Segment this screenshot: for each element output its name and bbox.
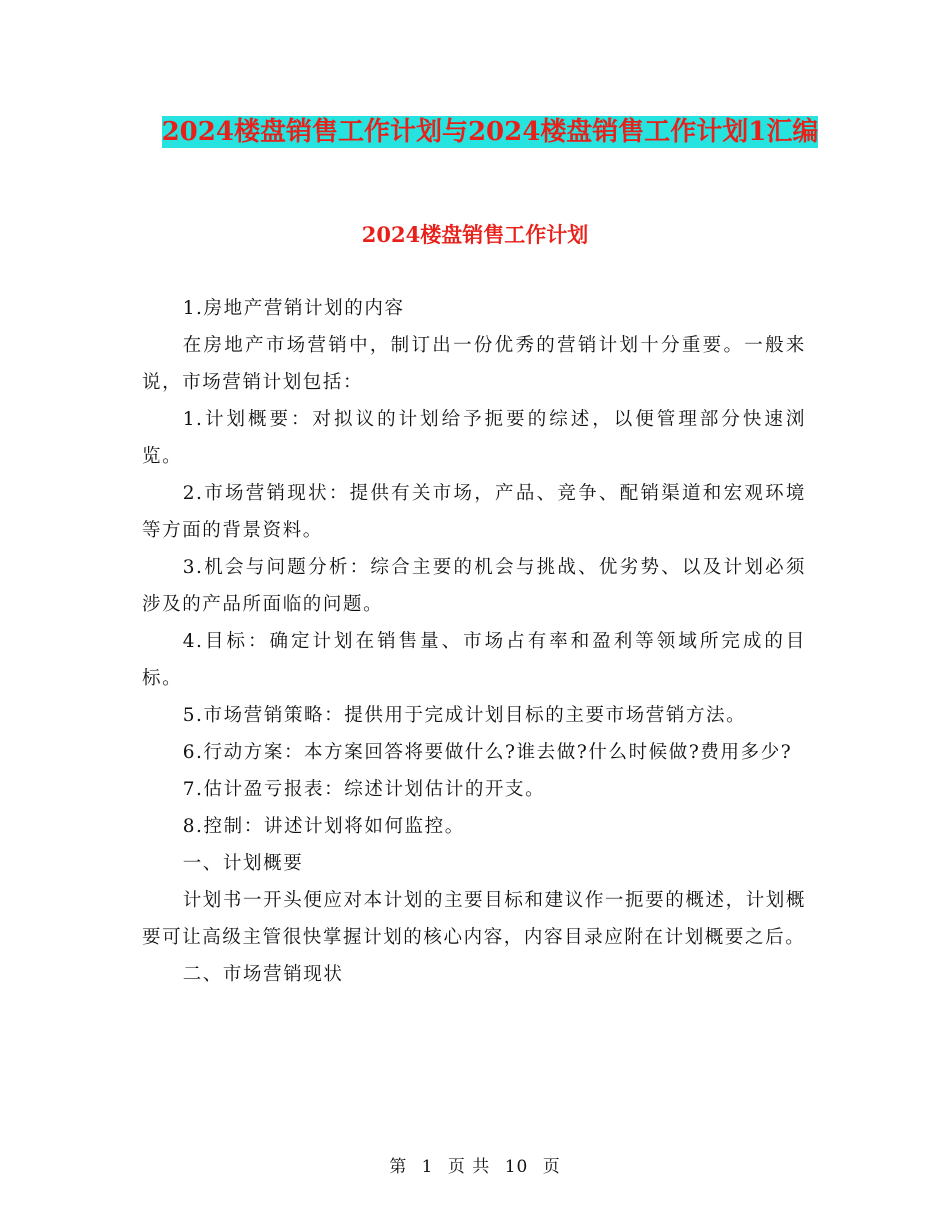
footer-middle: 页 共 bbox=[447, 1157, 491, 1177]
paragraph: 3.机会与问题分析：综合主要的机会与挑战、优劣势、以及计划必须涉及的产品所面临的问题。 bbox=[142, 557, 806, 615]
page-footer bbox=[0, 1152, 950, 1177]
paragraph: 1.房地产营销计划的内容 bbox=[182, 298, 405, 319]
footer-prefix: 第 bbox=[389, 1157, 408, 1177]
paragraph: 一、计划概要 bbox=[182, 853, 304, 874]
total-page-count: 10 bbox=[504, 1157, 529, 1177]
document-title bbox=[140, 110, 840, 154]
paragraph: 在房地产市场营销中，制订出一份优秀的营销计划十分重要。一般来说，市场营销计划包括： bbox=[142, 335, 806, 393]
footer-suffix: 页 bbox=[542, 1157, 561, 1177]
paragraph: 计划书一开头便应对本计划的主要目标和建议作一扼要的概述，计划概要可让高级主管很快掌握计划的核心内容，内容目录应附在计划概要之后。 bbox=[142, 890, 806, 948]
paragraph: 7.估计盈亏报表：综述计划估计的开支。 bbox=[182, 779, 546, 800]
current-page-number: 1 bbox=[421, 1157, 434, 1177]
document-body bbox=[142, 290, 806, 993]
paragraph: 5.市场营销策略：提供用于完成计划目标的主要市场营销方法。 bbox=[182, 705, 747, 726]
paragraph: 6.行动方案：本方案回答将要做什么?谁去做?什么时候做?费用多少? bbox=[182, 742, 793, 763]
paragraph: 4.目标：确定计划在销售量、市场占有率和盈利等领域所完成的目标。 bbox=[142, 631, 806, 689]
paragraph: 2.市场营销现状：提供有关市场，产品、竞争、配销渠道和宏观环境等方面的背景资料。 bbox=[142, 483, 806, 541]
paragraph: 8.控制：讲述计划将如何监控。 bbox=[182, 816, 465, 837]
paragraph: 二、市场营销现状 bbox=[182, 964, 344, 985]
paragraph: 1.计划概要：对拟议的计划给予扼要的综述，以便管理部分快速浏览。 bbox=[142, 409, 806, 467]
document-title-text: 2024楼盘销售工作计划与2024楼盘销售工作计划1汇编 bbox=[161, 117, 819, 147]
section-title: 2024楼盘销售工作计划 bbox=[361, 222, 589, 247]
